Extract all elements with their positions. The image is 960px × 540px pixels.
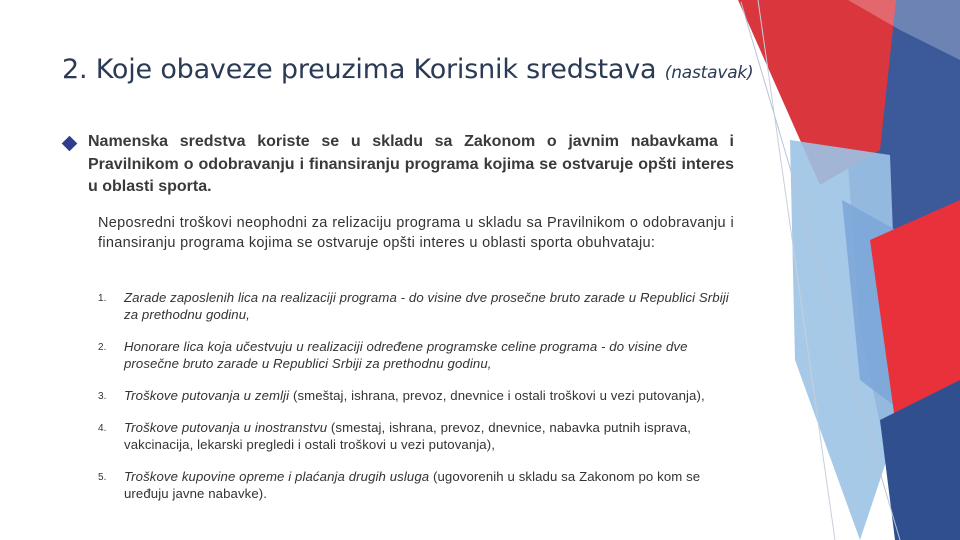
- list-item-text: (ugovorenih u skladu sa Zakonom po kom se uređuju javne nabavke).: [124, 469, 701, 501]
- list-item: [98, 338, 738, 372]
- list-item-italic: Zarade zaposlenih lica na realizaciji programa - do visine dve prosečne bruto zarade u Republici Srbiji za prethodnu godinu,: [124, 290, 729, 322]
- list-item-italic: Honorare lica koja učestvuju u realizaciji određene programske celine programa - do visine dve prosečne bruto zarade u Republici Srbiji za prethodnu godinu,: [124, 339, 688, 371]
- list-number: 2.: [98, 342, 107, 353]
- list-item: [98, 419, 738, 453]
- list-number: 3.: [98, 391, 107, 402]
- intro-text: Neposredni troškovi neophodni za relizaciju programa u skladu sa Pravilnikom o odobravanju i finansiranju programa kojima se ostvaruje opšti interes u oblasti sporta obuhvataju:: [98, 215, 734, 251]
- title-subtitle: (nastavak): [664, 63, 754, 83]
- list-number: 4.: [98, 423, 107, 434]
- list-item: [98, 387, 738, 404]
- list-item: [98, 289, 738, 323]
- page-title: [62, 54, 754, 85]
- list-number: 1.: [98, 293, 107, 304]
- cost-list: [98, 289, 738, 517]
- list-item-italic: Troškove putovanja u zemlji: [124, 388, 290, 403]
- main-paragraph: Namenska sredstva koriste se u skladu sa Zakonom o javnim nabavkama i Pravilnikom o odobravanju i finansiranju programa kojima se ostvaruje opšti interes u oblasti sporta.: [88, 133, 734, 195]
- list-item-italic: Troškove kupovine opreme i plaćanja drugih usluga: [124, 469, 430, 484]
- list-item-italic: Troškove putovanja u inostranstvu: [124, 420, 328, 435]
- list-item-text: (smeštaj, ishrana, prevoz, dnevnice i ostali troškovi u vezi putovanja),: [289, 388, 705, 403]
- list-item: [98, 468, 738, 502]
- list-number: 5.: [98, 472, 107, 483]
- list-item-text: (smestaj, ishrana, prevoz, dnevnice, nabavka putnih isprava, vakcinacija, lekarski pregledi i ostali troškovi u vezi putovanja),: [124, 420, 691, 452]
- title-main: 2. Koje obaveze preuzima Korisnik sredstava: [62, 54, 665, 85]
